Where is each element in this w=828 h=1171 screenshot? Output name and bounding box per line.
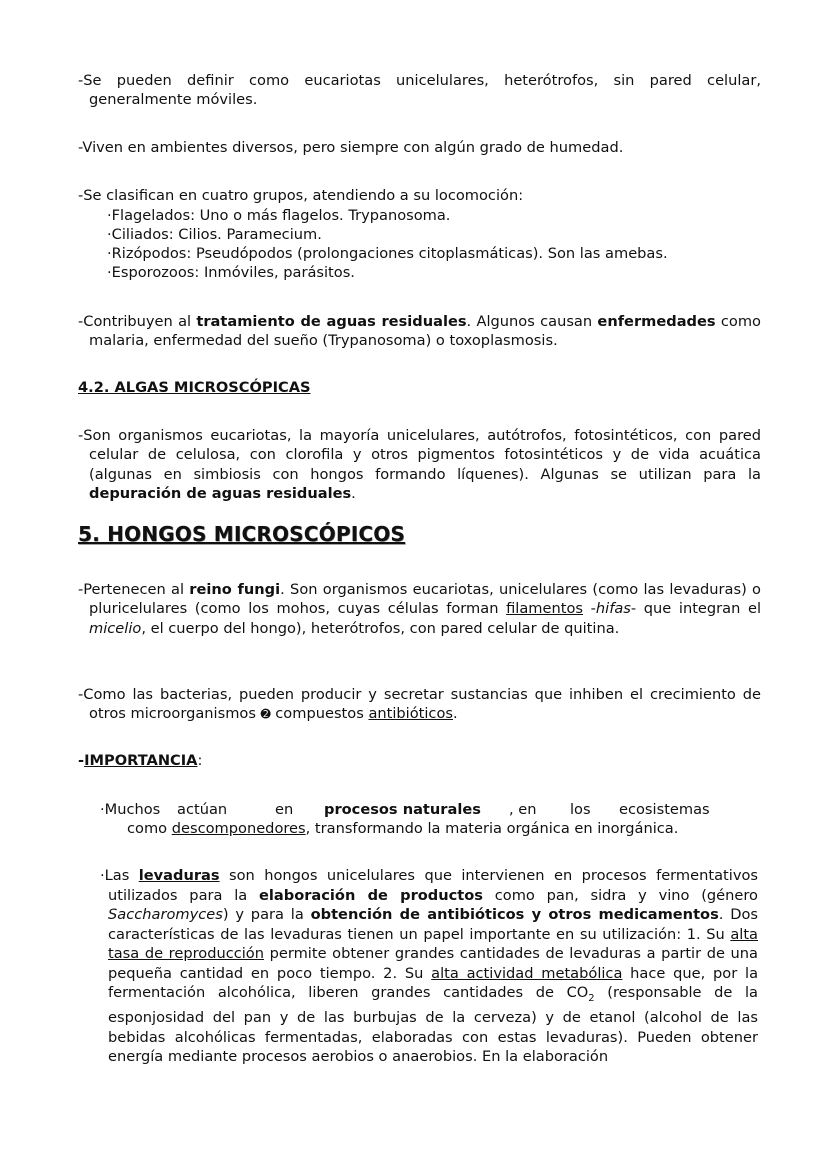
protozoa-definition: -Se pueden definir como eucariotas unicelulares, heterótrofos, sin pared celular, generalmente móviles.	[78, 72, 761, 109]
group-rizopodos: ·Rizópodos: Pseudópodos (prolongaciones citoplasmáticas). Son las amebas.	[107, 245, 668, 262]
algas-description: -Son organismos eucariotas, la mayoría unicelulares, autótrofos, fotosintéticos, con pared celular de celulosa, con clorofila y otros pigmentos fotosintéticos y de vida acuática (algunas en simbiosis con hongos formando líquenes). Algunas se utilizan para la depuración de aguas residuales.	[78, 427, 761, 503]
group-flagelados: ·Flagelados: Uno o más flagelos. Trypanosoma.	[107, 207, 451, 224]
section-heading-hongos: 5. HONGOS MICROSCÓPICOS	[78, 522, 406, 546]
arrow-icon: ➋	[260, 707, 271, 722]
group-esporozoos: ·Esporozoos: Inmóviles, parásitos.	[107, 264, 355, 281]
hongos-antibioticos: -Como las bacterias, pueden producir y secretar sustancias que inhiben el crecimiento de otros microorganismos ➋ compuestos antibióticos.	[78, 686, 761, 723]
importancia-heading: -IMPORTANCIA:	[78, 752, 203, 769]
importancia-bullet-levaduras: ·Las levaduras son hongos unicelulares que intervienen en procesos fermentativos utilizados para la elaboración de productos como pan, sidra y vino (género Saccharomyces) y para la obtención de antibióticos y otros medicamentos. Dos características de las levaduras tienen un papel importante en su utilización: 1. Su alta tasa de reproducción permite obtener grandes cantidades de levaduras a partir de una pequeña cantidad en poco tiempo. 2. Su alta actividad metabólica hace que, por la fermentación alcohólica, liberen grandes cantidades de $CO_2$ (responsable de la esponjosidad del pan y de las burbujas de la cerveza) y de etanol (alcohol de las bebidas alcohólicas fermentadas, elaboradas con estas levaduras). Pueden obtener energía mediante procesos aerobios o anaerobios. En la elaboración	[100, 867, 759, 1066]
protozoa-classification-intro: -Se clasifican en cuatro grupos, atendiendo a su locomoción:	[78, 187, 524, 204]
hongos-definition: -Pertenecen al reino fungi. Son organismos eucariotas, unicelulares (como las levaduras) o pluricelulares (como los mohos, cuyas células forman filamentos -hifas- que integran el micelio, el cuerpo del hongo), heterótrofos, con pared celular de quitina.	[78, 581, 762, 637]
protozoa-contributions: -Contribuyen al tratamiento de aguas residuales. Algunos causan enfermedades como malaria, enfermedad del sueño (Trypanosoma) o toxoplasmosis.	[78, 313, 761, 350]
importancia-bullet-ecosistemas: ·Muchos actúan en procesos naturales , en los ecosistemas como descomponedores, transformando la materia orgánica en inorgánica.	[100, 801, 710, 838]
protozoa-habitat: -Viven en ambientes diversos, pero siempre con algún grado de humedad.	[78, 139, 624, 156]
group-ciliados: ·Ciliados: Cilios. Paramecium.	[107, 226, 322, 243]
section-heading-algas: 4.2. ALGAS MICROSCÓPICAS	[78, 379, 311, 396]
